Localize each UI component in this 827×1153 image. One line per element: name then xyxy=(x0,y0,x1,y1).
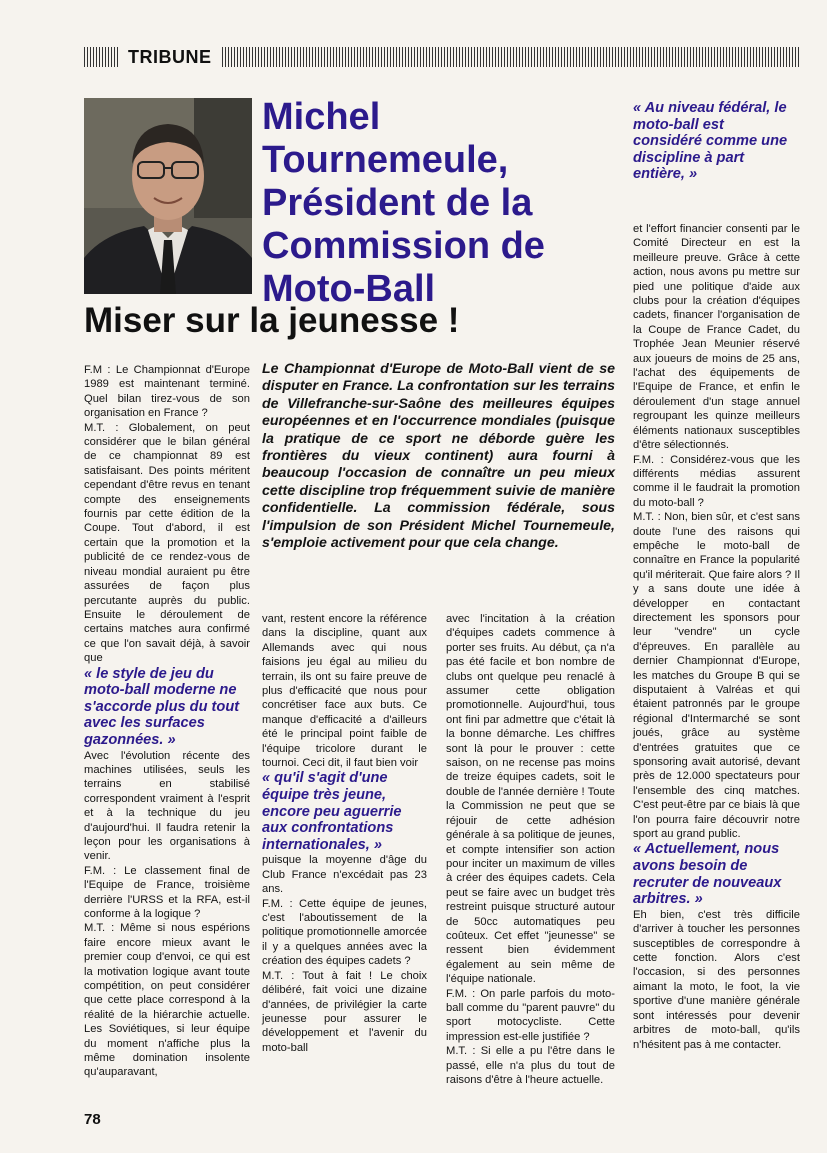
paragraph: M.T. : Globalement, on peut considérer que le bilan général de ce championnat 89 est satisfaisant. Des points méritent cependant d'être revus en tenant compte des enseignements fournis par cette édition de la Coupe. Tout d'abord, il est certain que la promotion et la publicité de ce rendez-vous de niveau mondial auraient pu être assurées de façon plus percutante auprès du public. Ensuite le déroulement de certains matches aura confirmé ce que l'on savait déjà, à savoir que xyxy=(84,421,250,665)
paragraph: et l'effort financier consenti par le Comité Directeur en est la meilleure preuve. Grâce à cette action, nous avons pu mettre sur pied une politique d'aide aux clubs pour la création d'équipes cadets, financer l'organisation de la Coupe de France Cadet, du Trophée Jean Meunier réservé aux joueurs de moins de 25 ans, l'achat des équipements de l'Equipe de France, et enfin le déroulement d'un stage annuel regroupant les quinze meilleurs éléments nationaux susceptibles d'être sélectionnés. xyxy=(633,223,800,452)
article-title: Michel Tournemeule, Président de la Commission de Moto-Ball xyxy=(262,96,545,310)
paragraph: M.T. : Tout à fait ! Le choix délibéré, fait voici une dizaine d'années, de privilégier la carte jeunesse pour assurer le développement et l'avenir du moto-ball xyxy=(262,969,427,1054)
portrait-photo xyxy=(84,98,252,294)
paragraph: F.M : Le Championnat d'Europe 1989 est maintenant terminé. Quel bilan tirez-vous de son organisation en France ? xyxy=(84,364,250,420)
paragraph: F.M. : Cette équipe de jeunes, c'est l'aboutissement de la politique promotionnelle amorcée il y a quelques années avec la création des équipes cadets ? xyxy=(262,897,427,968)
pull-quote: « le style de jeu du moto-ball moderne ne s'accorde plus du tout avec les surfaces gazonnées. » xyxy=(84,665,240,748)
article-subtitle: Miser sur la jeunesse ! xyxy=(84,301,460,340)
column-1 xyxy=(84,363,250,1080)
paragraph: Avec l'évolution récente des machines utilisées, seuls les terrains en stabilisé correspondent vraiment à l'esprit et à la technique du jeu d'aujourd'hui. Il faudra retenir la leçon pour les organisations à venir. xyxy=(84,749,250,863)
paragraph: puisque la moyenne d'âge du Club France n'excédait pas 23 ans. xyxy=(262,854,427,896)
pull-quote: « qu'il s'agit d'une équipe très jeune, encore peu aguerrie aux confrontations internationales, » xyxy=(262,770,402,853)
paragraph: M.T. : Même si nous espérions faire encore mieux avant le premier coup d'envoi, ce qui est la motivation logique avant toute compétition, on peut considérer que cette place correspond à la réalité de la hiérarchie actuelle. Les Soviétiques, si leur équipe du moment n'affiche plus la même domination insolente qu'auparavant, xyxy=(84,922,250,1079)
column-4 xyxy=(633,222,800,1052)
portrait-image xyxy=(84,98,252,294)
section-label: TRIBUNE xyxy=(120,46,220,68)
paragraph: F.M. : Le classement final de l'Equipe de France, troisième derrière l'URSS et la RFA, est-il conforme à la logique ? xyxy=(84,864,250,920)
paragraph: F.M. : On parle parfois du moto-ball comme du "parent pauvre" du sport motocycliste. Cette impression est-elle justifiée ? xyxy=(446,987,615,1043)
pull-quote: « Actuellement, nous avons besoin de recruter de nouveaux arbitres. » xyxy=(633,841,782,908)
paragraph: avec l'incitation à la création d'équipes cadets commence à porter ses fruits. Au début, ça n'a pas été facile et bon nombre de clubs ont quelque peu renaclé à assumer cette obligation promotionnelle. Aujourd'hui, tous ont fini par admettre que c'était là la bonne démarche. Les chiffres sont là pour le prouver : cette saison, on ne recense pas moins de treize équipes cadets, soit le double de l'année dernière ! Toute la Commission ne peut que se réjouir de cette adhésion générale à sa politique de jeunes, et compte intensifier son action pour inciter un maximum de villes à créer des équipes cadets. Cela peut se faire avec un budget très restreint puisque structuré autour de 50cc automatiques peu coûteux. Cet effet "jeunesse" se ressent bien évidemment également au sein même de l'équipe nationale. xyxy=(446,613,615,986)
column-2 xyxy=(262,612,427,1055)
page-number: 78 xyxy=(84,1111,101,1128)
article-intro: Le Championnat d'Europe de Moto-Ball vient de se disputer en France. La confrontation sur les terrains de Villefranche-sur-Saône des meilleures équipes européennes et en l'occurrence mondiales (puisque la pratique de ce sport ne déborde guère les frontières du vieux continent) aura fourni à beaucoup l'occasion de connaître un peu mieux cette discipline trop fréquemment suivie de manière confidentielle. La commission fédérale, sous l'impulsion de son Président Michel Tournemeule, s'emploie activement pour que cela change. xyxy=(262,361,615,552)
paragraph: vant, restent encore la référence dans la discipline, quant aux Allemands avec qui nous faisions jeu égal au milieu du terrain, ils ont su faire preuve de plus d'efficacité que nous pour concrétiser face aux buts. Ce manque d'efficacité a d'ailleurs été le principal point faible de l'équipe tricolore durant le tournoi. Ceci dit, il faut bien voir xyxy=(262,613,427,770)
column-3 xyxy=(446,612,615,1087)
pull-quote-top: « Au niveau fédéral, le moto-ball est considéré comme une discipline à part entière, » xyxy=(633,100,788,183)
paragraph: M.T. : Si elle a pu l'être dans le passé, elle n'a plus du tout de raisons d'être à l'heure actuelle. xyxy=(446,1045,615,1086)
paragraph: F.M. : Considérez-vous que les différents médias assurent comme il le faudrait la promotion du moto-ball ? xyxy=(633,453,800,509)
paragraph: M.T. : Non, bien sûr, et c'est sans doute l'une des raisons qui empêche le moto-ball de connaître en France la popularité qu'il mériterait. Que faire alors ? Il y a sans doute une idée à développer en contactant directement les sponsors pour leur "vendre" un cycle d'épreuves. En parallèle au dernier Championnat d'Europe, les matches du Groupe B qui se disputaient à Valréas et qui étaient patronnés par le groupe régional d'Intermarché se sont joués, grâce au système d'entrées gratuites que ce sponsoring avait autorisé, devant près de 12.000 spectateurs pour l'ensemble des cinq matches. C'est peut-être par ce biais là que l'on pourra faire découvrir notre sport au grand public. xyxy=(633,511,800,841)
paragraph: Eh bien, c'est très difficile d'arriver à toucher les personnes susceptibles de correspondre à cette fonction. Alors c'est l'occasion, si des personnes aimant la moto, le foot, la vie sportive d'une manière générale sont intéressés pour devenir arbitres de moto-ball, qu'ils n'hésitent pas à me contacter. xyxy=(633,908,800,1051)
